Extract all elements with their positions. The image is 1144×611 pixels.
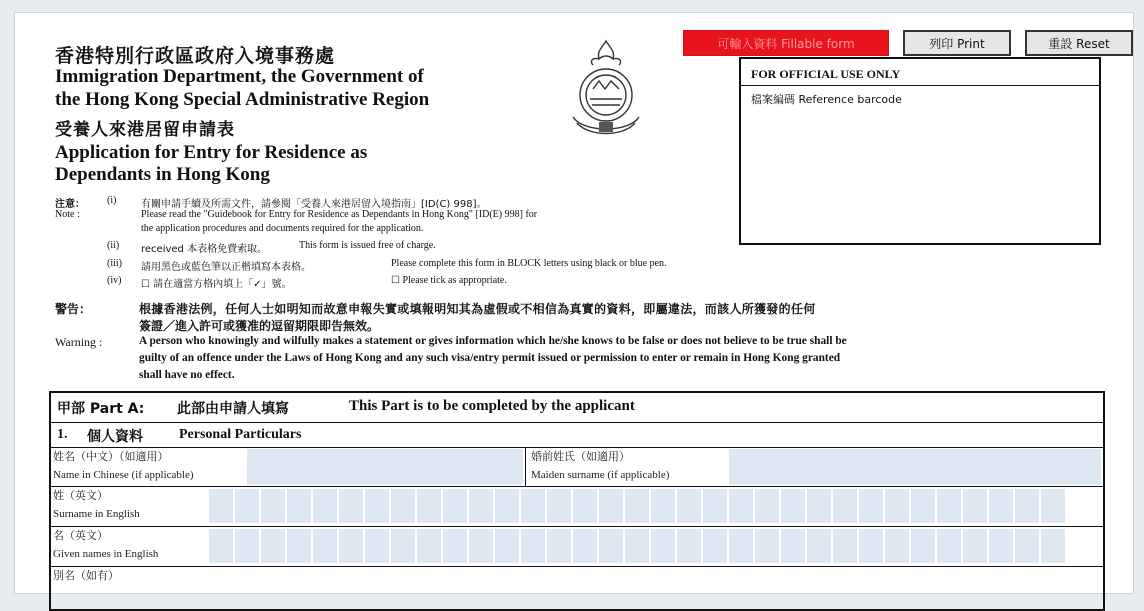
warning-text-zh-line2: 簽證／進入許可或獲准的逗留期限即告無效。 [139,319,380,333]
official-box-divider [741,85,1099,86]
warning-text-en-line3: shall have no effect. [139,369,235,381]
reset-button[interactable]: 重設 Reset [1025,30,1133,56]
warning-text-en-line1: A person who knowingly and wilfully makes a statement or gives information which he/she knows to be false or does not believe to be true shall be [139,335,847,347]
given-names-english-input[interactable] [209,529,1067,563]
note-1-en-cont: the application procedures and documents required for the application. [141,223,424,234]
surname-label-en: Surname in English [53,508,140,520]
note-2-num: (ii) [107,240,120,251]
department-title-en-line2: the Hong Kong Special Administrative Region [55,89,430,110]
note-4-num: (iv) [107,275,122,286]
part-a-form [49,391,1105,611]
row-divider [51,422,1103,423]
form-title-en-line2: Dependants in Hong Kong [55,164,270,185]
row-divider [51,486,1103,487]
row-divider [51,526,1103,527]
row-divider [51,566,1103,567]
warning-text-en-line2: guilty of an offence under the Laws of Hong Kong and any such visa/entry permit issued or permission to enter or remain in Hong Kong granted [139,352,841,364]
name-chinese-label-en: Name in Chinese (if applicable) [53,469,194,481]
section-number: 1. [57,427,68,442]
name-chinese-input[interactable] [247,449,523,485]
alias-label-zh: 別名（如有） [53,570,119,582]
note-heading-en: Note : [55,209,80,220]
official-use-title: FOR OFFICIAL USE ONLY [751,67,901,81]
surname-english-input[interactable] [209,489,1067,523]
maiden-surname-label-en: Maiden surname (if applicable) [531,469,670,481]
warning-heading-zh: 警告： [55,302,92,316]
note-4-zh: ☐ 請在適當方格內填上「✓」號。 [141,279,292,290]
official-use-box [739,57,1101,245]
section-title-zh: 個人資料 [87,429,143,445]
form-page [14,12,1134,594]
part-a-desc-zh: 此部由申請人填寫 [177,401,289,417]
given-names-label-zh: 名（英文） [53,530,108,542]
note-3-num: (iii) [107,258,122,269]
note-2-zh: received 本表格免費索取。 [141,244,268,255]
note-3-zh: 請用黑色或藍色筆以正楷填寫本表格。 [141,262,311,273]
hksar-emblem [563,37,649,141]
surname-label-zh: 姓（英文） [53,490,108,502]
section-title-en: Personal Particulars [179,427,302,442]
note-4-en: ☐ Please tick as appropriate. [391,275,507,286]
note-2-en: This form is issued free of charge. [299,240,436,251]
part-a-label: 甲部 Part A: [57,401,145,417]
note-heading-zh: 注意： [55,199,85,210]
department-title-zh: 香港特別行政區政府入境事務處 [55,45,336,67]
form-title-zh: 受養人來港居留申請表 [55,120,235,140]
column-divider [525,448,526,486]
note-3-en: Please complete this form in BLOCK letters using black or blue pen. [391,258,667,269]
warning-heading-en: Warning : [55,335,103,349]
row-divider [51,447,1103,448]
warning-text-zh-line1: 根據香港法例，任何人士如明知而故意申報失實或填報明知其為虛假或不相信為真實的資料，即屬違法，而該人所獲發的任何 [139,302,816,316]
fillable-form-button[interactable]: 可輸入資料 Fillable form [683,30,889,56]
maiden-surname-input[interactable] [729,449,1101,485]
name-chinese-label-zh: 姓名（中文）（如適用） [53,451,169,463]
print-button[interactable]: 列印 Print [903,30,1011,56]
maiden-surname-label-zh: 婚前姓氏（如適用） [531,451,630,463]
reference-barcode-label: 檔案編碼 Reference barcode [751,93,902,106]
note-1-num: (i) [107,195,117,206]
note-1-en: Please read the "Guidebook for Entry for Residence as Dependants in Hong Kong" [ID(E) 998] for [141,209,538,220]
department-title-en-line1: Immigration Department, the Government of [55,66,424,87]
form-title-en-line1: Application for Entry for Residence as [55,142,368,163]
given-names-label-en: Given names in English [53,548,159,560]
part-a-desc-en: This Part is to be completed by the applicant [349,398,635,414]
note-1-zh: 有關申請手續及所需文件，請參閱「受養人來港居留入境指南」[ID(C) 998]。 [141,199,487,210]
